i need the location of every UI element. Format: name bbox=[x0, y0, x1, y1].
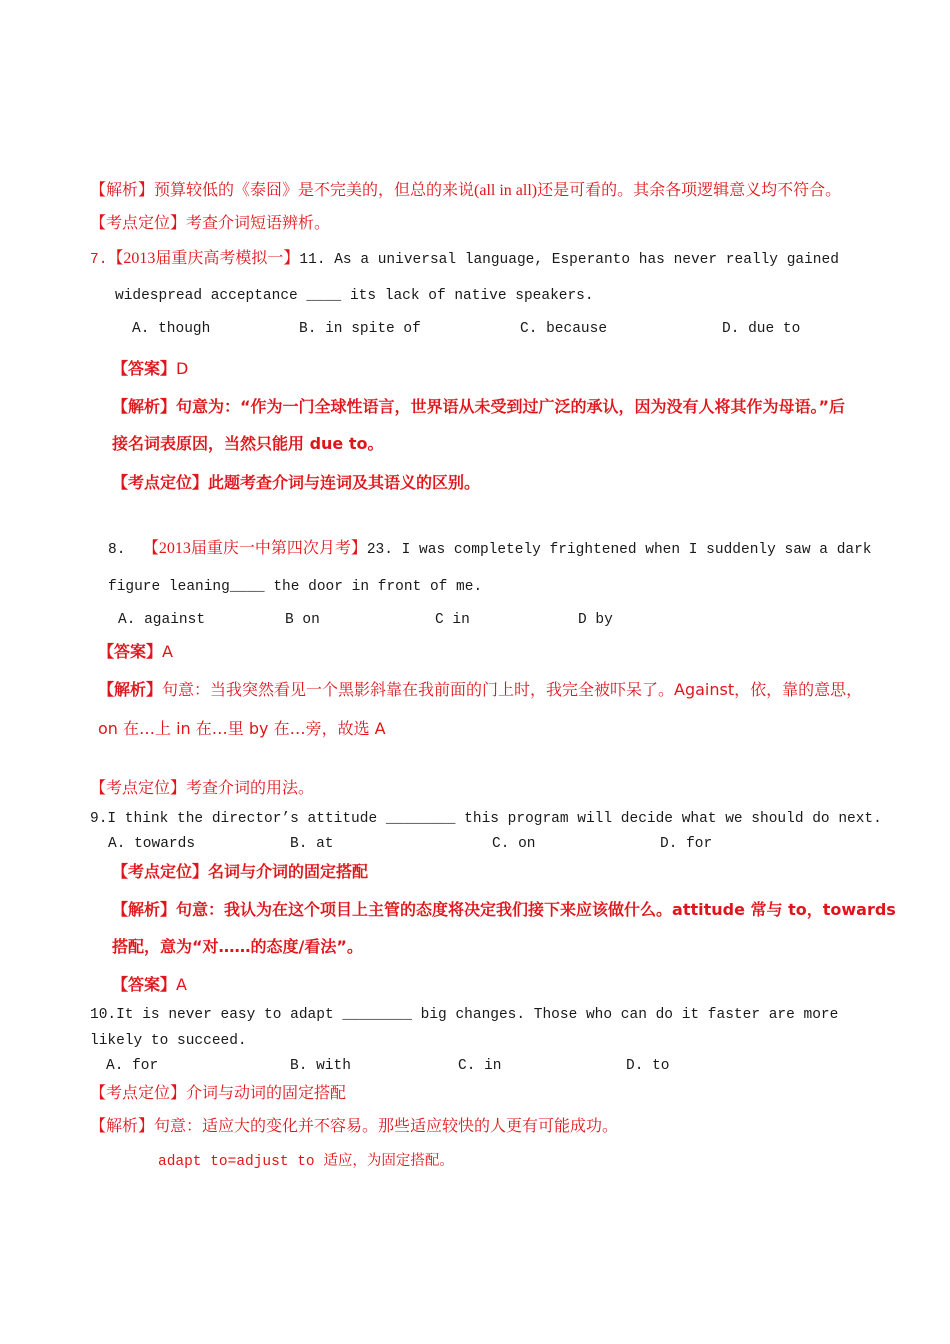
q7-option-b: B. in spite of bbox=[299, 321, 421, 337]
q8-stem-text: 23. I was completely frightened when I suddenly saw a dark bbox=[366, 542, 872, 558]
q8-option-b: B on bbox=[285, 612, 320, 628]
q10-analysis-line2: adapt to=adjust to 适应，为固定搭配。 bbox=[158, 1154, 454, 1170]
q8-point-line bbox=[90, 779, 314, 799]
q9-analysis-line2: 搭配，意为“对……的态度/看法”。 bbox=[112, 937, 363, 956]
q7-option-d: D. due to bbox=[722, 321, 801, 337]
q8-option-c: C in bbox=[435, 612, 470, 628]
q8-stem-line1 bbox=[108, 539, 872, 560]
q7-stem-text: 11. As a universal language, Esperanto has never really gained bbox=[299, 252, 839, 268]
q8-answer-line bbox=[98, 642, 173, 662]
q9-option-d: D. for bbox=[660, 836, 713, 852]
q10-option-b: B. with bbox=[290, 1058, 351, 1074]
q8-point-text: 考查介词的用法。 bbox=[186, 780, 315, 797]
q10-analysis-tag: 【解析】 bbox=[90, 1118, 155, 1135]
q7-source: 【2013届重庆高考模拟一】 bbox=[107, 250, 300, 267]
q9-stem-text: I think the director’s attitude ________ this program will decide what we should do next. bbox=[107, 811, 882, 827]
q9-option-b: B. at bbox=[290, 836, 334, 852]
q7-point-tag: 【考点定位】 bbox=[112, 473, 209, 492]
q7-option-c: C. because bbox=[520, 321, 608, 337]
prev-point-tag: 【考点定位】 bbox=[90, 215, 187, 232]
prev-analysis-tag: 【解析】 bbox=[90, 182, 155, 199]
q7-answer-line bbox=[112, 359, 188, 379]
q9-answer-tag: 【答案】 bbox=[112, 975, 177, 994]
q7-analysis-tag: 【解析】 bbox=[112, 397, 177, 416]
q10-analysis-text1: 句意：适应大的变化并不容易。那些适应较快的人更有可能成功。 bbox=[154, 1118, 619, 1135]
q7-point-line bbox=[112, 473, 480, 493]
q10-option-a: A. for bbox=[106, 1058, 159, 1074]
q8-analysis-line1 bbox=[98, 680, 862, 700]
q8-source: 【2013届重庆一中第四次月考】 bbox=[142, 540, 367, 557]
q10-option-d: D. to bbox=[626, 1058, 670, 1074]
q8-stem-line2: figure leaning____ the door in front of me. bbox=[108, 579, 483, 595]
q9-option-a: A. towards bbox=[108, 836, 196, 852]
q9-analysis-tag: 【解析】 bbox=[112, 900, 177, 919]
q7-answer-tag: 【答案】 bbox=[112, 359, 177, 378]
q7-analysis-line2: 接名词表原因，当然只能用 due to。 bbox=[112, 434, 384, 453]
q9-option-c: C. on bbox=[492, 836, 536, 852]
prev-analysis-text: 预算较低的《泰囧》是不完美的，但总的来说(all in all)还是可看的。其余各项逻辑意义均不符合。 bbox=[154, 182, 842, 199]
q8-analysis-line2: on 在…上 in 在…里 by 在…旁，故选 A bbox=[98, 719, 386, 738]
q8-answer: A bbox=[162, 642, 173, 661]
q7-stem-line1 bbox=[90, 249, 839, 270]
q9-analysis-text1: 句意：我认为在这个项目上主管的态度将决定我们接下来应该做什么。attitude 常与 to，towards bbox=[176, 900, 896, 919]
q10-point-tag: 【考点定位】 bbox=[90, 1085, 187, 1102]
q8-point-tag: 【考点定位】 bbox=[90, 780, 187, 797]
q7-point-text: 此题考查介词与连词及其语义的区别。 bbox=[208, 473, 481, 492]
q9-stem-line1 bbox=[90, 809, 882, 829]
q7-number: 7. bbox=[90, 252, 108, 268]
q7-stem-line2: widespread acceptance ____ its lack of native speakers. bbox=[115, 288, 594, 304]
q8-option-d: D by bbox=[578, 612, 613, 628]
q10-number: 10. bbox=[90, 1007, 117, 1023]
q10-option-c: C. in bbox=[458, 1058, 502, 1074]
q7-answer: D bbox=[176, 359, 189, 378]
q9-point-tag: 【考点定位】 bbox=[112, 862, 209, 881]
q8-option-a: A. against bbox=[118, 612, 206, 628]
q8-answer-tag: 【答案】 bbox=[98, 642, 163, 661]
q8-number: 8. bbox=[108, 542, 126, 558]
q9-answer: A bbox=[176, 975, 187, 994]
q9-analysis-line1 bbox=[112, 900, 896, 920]
q9-point-line bbox=[112, 862, 368, 882]
prev-point-line bbox=[90, 214, 330, 234]
q10-stem-text: It is never easy to adapt ________ big changes. Those who can do it faster are more bbox=[116, 1007, 839, 1023]
prev-point-text: 考查介词短语辨析。 bbox=[186, 215, 331, 232]
q9-answer-line bbox=[112, 975, 187, 995]
q10-stem-line2: likely to succeed. bbox=[90, 1033, 247, 1049]
q7-option-a: A. though bbox=[132, 321, 211, 337]
q10-analysis-line1 bbox=[90, 1117, 618, 1137]
q9-number: 9. bbox=[90, 811, 108, 827]
q10-point-line bbox=[90, 1084, 346, 1104]
q7-analysis-text1: 句意为：“作为一门全球性语言，世界语从未受到过广泛的承认，因为没有人将其作为母语。”后 bbox=[176, 397, 846, 416]
q8-analysis-tag: 【解析】 bbox=[98, 680, 163, 699]
q7-analysis-line1 bbox=[112, 397, 845, 417]
prev-analysis-line bbox=[90, 181, 841, 201]
q8-analysis-text1: 句意：当我突然看见一个黑影斜靠在我前面的门上时，我完全被吓呆了。Against，依，靠的意思， bbox=[162, 680, 863, 699]
q10-stem-line1 bbox=[90, 1005, 838, 1025]
q10-point-text: 介词与动词的固定搭配 bbox=[186, 1085, 347, 1102]
q9-point-text: 名词与介词的固定搭配 bbox=[208, 862, 369, 881]
